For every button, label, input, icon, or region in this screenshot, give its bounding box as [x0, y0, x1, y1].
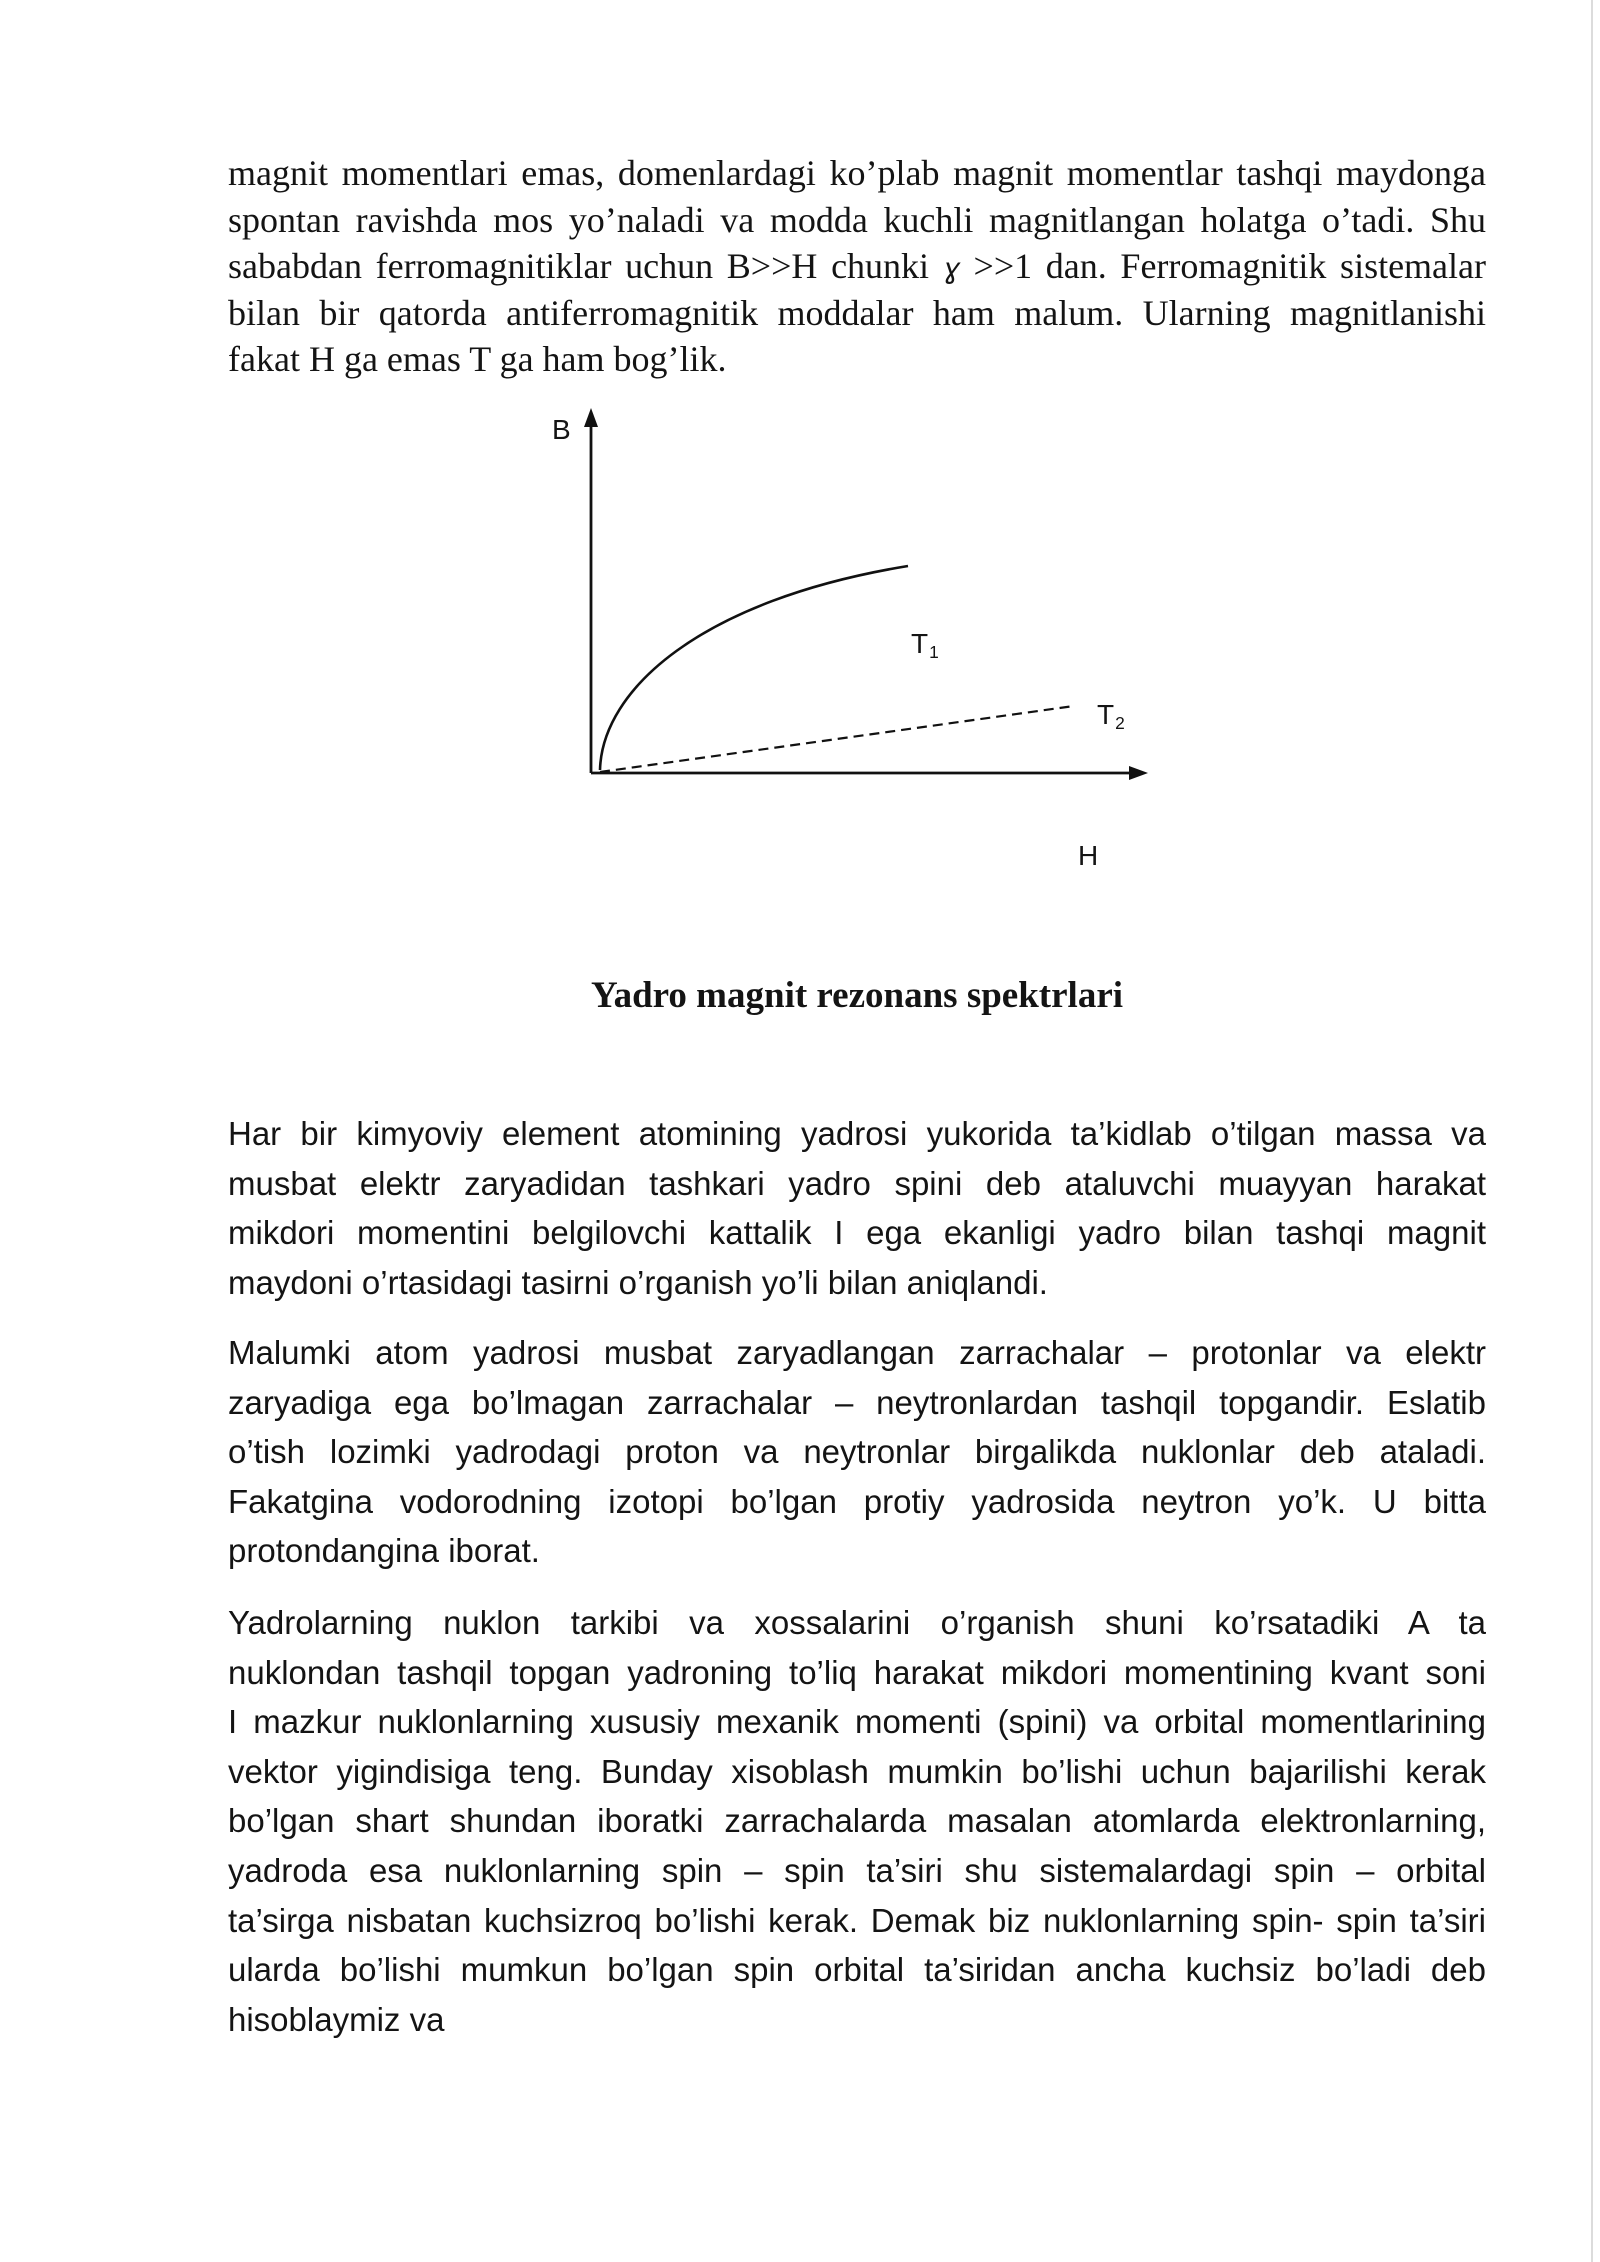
paragraph-line: protondangina iborat.	[228, 1532, 540, 1570]
paragraph-line: yadroda esa nuklonlarning spin – spin ta’siri shu sistemalardagi spin – orbital	[228, 1851, 1486, 1889]
paragraph-line: maydoni o’rtasidagi tasirni o’rganish yo’li bilan aniqlandi.	[228, 1263, 1048, 1301]
paragraph-line: hisoblaymiz va	[228, 2000, 445, 2038]
paragraph-line: nuklondan tashqil topgan yadroning to’liq harakat mikdori momentining kvant soni	[228, 1653, 1486, 1691]
section-heading: Yadro magnit rezonans spektrlari	[590, 975, 1124, 1016]
magnetization-figure	[560, 395, 1170, 795]
paragraph-line: o’tish lozimki yadrodagi proton va neytronlar birgalikda nuklonlar deb ataladi.	[228, 1433, 1486, 1471]
paragraph-line: vektor yigindisiga teng. Bunday xisoblash mumkin bo’lishi uchun bajarilishi kerak	[228, 1752, 1486, 1790]
paragraph-line: bo’lgan shart shundan iboratki zarrachalarda masalan atomlarda elektronlarning,	[228, 1802, 1486, 1840]
gamma-symbol: ɣ	[942, 251, 960, 285]
intro-line	[228, 243, 1486, 290]
body-paragraph	[228, 1598, 1486, 2044]
curve-2-label	[1097, 701, 1125, 732]
paragraph-line: ularda bo’lishi mumkun bo’lgan spin orbital ta’siridan ancha kuchsiz bo’ladi deb	[228, 1951, 1486, 1989]
intro-line-text: sababdan ferromagnitiklar uchun B>>H chunki	[228, 246, 943, 286]
paragraph-line: zaryadiga ega bo’lmagan zarrachalar – neytronlardan tashqil topgandir. Eslatib	[228, 1383, 1486, 1421]
paragraph-line: musbat elektr zaryadidan tashkari yadro spini deb ataluvchi muayyan harakat	[228, 1164, 1486, 1202]
paragraph-line: Har bir kimyoviy element atomining yadrosi yukorida ta’kidlab o’tilgan massa va	[228, 1115, 1486, 1152]
x-axis-arrowhead	[1129, 766, 1148, 780]
paragraph-line: Malumki atom yadrosi musbat zaryadlangan zarrachalar – protonlar va elektr	[228, 1334, 1486, 1371]
curve-1-label-main: T	[911, 628, 929, 659]
intro-line-text: >>1 dan. Ferromagnitik sistemalar	[959, 246, 1487, 286]
intro-line: magnit momentlari emas, domenlardagi ko’plab magnit momentlar tashqi maydonga	[228, 153, 1486, 193]
curve-2-label-subscript: 2	[1115, 713, 1125, 734]
paragraph-line: Fakatgina vodorodning izotopi bo’lgan protiy yadrosida neytron yo’k. U bitta	[228, 1482, 1486, 1520]
paragraph-line: Yadrolarning nuklon tarkibi va xossalarini o’rganish shuni ko’rsatadiki A ta	[228, 1604, 1486, 1641]
y-axis-label: B	[552, 414, 571, 445]
curve-1-label-subscript: 1	[929, 642, 939, 663]
intro-line: bilan bir qatorda antiferromagnitik moddalar ham malum. Ularning magnitlanishi	[228, 292, 1486, 333]
intro-line: spontan ravishda mos yo’naladi va modda kuchli magnitlangan holatga o’tadi. Shu	[228, 199, 1486, 240]
x-axis-label: H	[1078, 840, 1099, 871]
page-edge	[1591, 0, 1593, 2262]
body-paragraph	[228, 1109, 1486, 1307]
curve-t2-dashed	[600, 706, 1074, 772]
paragraph-line: ta’sirga nisbatan kuchsizroq bo’lishi kerak. Demak biz nuklonlarning spin- spin ta’siri	[228, 1901, 1486, 1939]
curve-t1	[600, 566, 908, 770]
y-axis-arrowhead	[584, 408, 598, 427]
curve-2-label-main: T	[1097, 699, 1115, 730]
curve-1-label	[911, 630, 939, 661]
intro-line: fakat H ga emas T ga ham bog’lik.	[228, 339, 727, 379]
paragraph-line: I mazkur nuklonlarning xususiy mexanik momenti (spini) va orbital momentlarining	[228, 1703, 1486, 1741]
paragraph-line: mikdori momentini belgilovchi kattalik I ega ekanligi yadro bilan tashqi magnit	[228, 1214, 1486, 1252]
intro-paragraph	[228, 150, 1486, 383]
body-paragraph	[228, 1328, 1486, 1576]
